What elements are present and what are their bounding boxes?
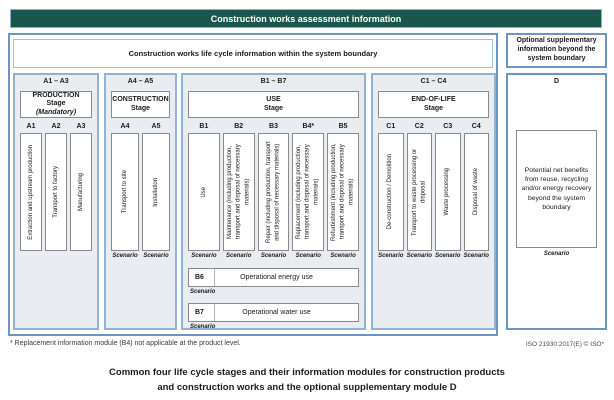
module-label: Disposal of waste <box>472 168 479 216</box>
module-label: Transport to waste processing or disposal <box>411 148 427 236</box>
module-boxes-row <box>188 133 359 251</box>
module-code: B2 <box>234 123 244 130</box>
module-code: C4 <box>471 123 481 130</box>
stage-group-end-of-life <box>371 73 496 330</box>
module-label: Transport to factory <box>52 166 59 218</box>
module-code: B3 <box>269 123 278 130</box>
module-code: A1 <box>26 123 36 130</box>
module-label: De-construction / Demolition <box>387 154 394 230</box>
scenario-label: Scenario <box>191 253 217 259</box>
module-code: B7 <box>189 304 215 321</box>
module-range-label: C1 – C4 <box>420 78 447 85</box>
figure-caption-line1: Common four life cycle stages and their information modules for construction products <box>109 367 505 378</box>
module-label: Maintenance (including production, transport and disposal of necessary materials) <box>226 144 251 240</box>
scenario-row <box>188 253 359 262</box>
module-label: Operational water use <box>242 309 311 316</box>
figure-caption-line2: and construction works and the optional supplementary module D <box>157 381 457 393</box>
module-boxes-row <box>111 133 170 251</box>
module-box-a1 <box>20 133 42 251</box>
module-label: Replacement (including production, transport and disposal of necessary materials) <box>296 144 320 240</box>
stage-group-production <box>13 73 99 330</box>
module-box-c3 <box>435 133 461 251</box>
stage-mandatory-note: (Mandatory) <box>35 108 77 116</box>
module-code: A4 <box>120 123 130 130</box>
module-code: C3 <box>443 123 453 130</box>
scenario-label: Scenario <box>190 289 216 295</box>
module-box-b3 <box>258 133 290 251</box>
scenario-label: Scenario <box>295 253 321 259</box>
module-label: Operational energy use <box>240 274 313 281</box>
module-range-label: A1 – A3 <box>43 78 69 85</box>
module-label: Refurbishment (including production, transport and disposal of necessary materials) <box>331 143 355 241</box>
scenario-row <box>378 253 489 262</box>
module-box-a3 <box>70 133 92 251</box>
module-box-a4 <box>111 133 139 251</box>
module-box-b7 <box>188 303 359 322</box>
module-code: A3 <box>76 123 86 130</box>
scenario-label: Scenario <box>143 253 169 259</box>
scenario-label: Scenario <box>543 251 570 257</box>
stage-name-line1: PRODUCTION <box>32 91 80 99</box>
module-box-a5 <box>142 133 170 251</box>
stage-name-box <box>20 91 92 118</box>
scenario-label: Scenario <box>226 253 252 259</box>
module-code: B5 <box>338 123 348 130</box>
stage-name-box <box>378 91 489 118</box>
stage-name-line1: USE <box>266 96 281 104</box>
stage-name-line2: Stage <box>263 104 284 112</box>
module-label: Use <box>200 186 207 198</box>
system-boundary-title: Construction works life cycle information within the system boundary <box>13 39 493 68</box>
module-range-label: B1 – B7 <box>260 78 287 85</box>
scenario-label: Scenario <box>190 324 216 330</box>
stage-name-line2: Stage <box>130 104 151 112</box>
module-codes-row <box>111 120 170 133</box>
iso-attribution: ISO 21930:2017(E) © ISO* <box>525 341 604 348</box>
scenario-label: Scenario <box>112 253 138 259</box>
module-label: Transport to site <box>121 170 128 214</box>
stage-group-module-d <box>506 73 607 330</box>
scenario-label: Scenario <box>260 253 287 259</box>
module-boxes-row <box>378 133 489 251</box>
stage-name-line1: END-OF-LIFE <box>411 96 456 104</box>
module-code: A2 <box>51 123 61 130</box>
module-codes-row <box>378 120 489 133</box>
stage-name-box <box>188 91 359 118</box>
module-range-label: D <box>553 78 560 85</box>
scenario-label: Scenario <box>378 253 404 259</box>
module-box-b5 <box>327 133 359 251</box>
scenario-row <box>111 253 170 262</box>
stage-group-construction <box>104 73 177 330</box>
module-label: Manufacturing <box>77 172 84 212</box>
module-box-c4 <box>464 133 490 251</box>
stage-name-line2: Stage <box>46 100 66 108</box>
module-codes-row <box>188 120 359 133</box>
scenario-label: Scenario <box>435 253 461 259</box>
module-box-b4 <box>292 133 324 251</box>
scenario-label: Scenario <box>330 253 356 259</box>
scenario-label: Scenario <box>463 253 489 259</box>
footnote-b4: * Replacement information module (B4) not applicable at the product level. <box>10 340 241 347</box>
stage-name-line2: Stage <box>423 104 444 112</box>
module-box-b2 <box>223 133 255 251</box>
stage-name-line1: CONSTRUCTION <box>112 96 169 104</box>
module-box-a2 <box>45 133 67 251</box>
module-code: B1 <box>199 123 209 130</box>
module-code: C1 <box>386 123 396 130</box>
optional-supplementary-title: Optional supplementary information beyond the system boundary <box>506 33 607 68</box>
stage-group-use <box>181 73 366 330</box>
module-box-b6 <box>188 268 359 287</box>
figure-caption <box>0 366 614 395</box>
stage-name-box <box>111 91 170 118</box>
module-box-c1 <box>378 133 404 251</box>
module-code: A5 <box>151 123 161 130</box>
module-codes-row <box>20 120 92 133</box>
module-boxes-row <box>20 133 92 251</box>
scenario-label: Scenario <box>406 253 432 259</box>
module-label: Potential net benefits from reuse, recycling and/or energy recovery beyond the system boundary <box>521 167 592 211</box>
assessment-info-header: Construction works assessment information <box>10 9 602 28</box>
module-box-c2 <box>407 133 433 251</box>
module-code: B6 <box>189 269 215 286</box>
module-code: C2 <box>414 123 424 130</box>
module-label: Repair (including production, transport and disposal of necessary materials) <box>265 141 281 243</box>
module-label: Extraction and upstream production <box>27 144 34 240</box>
module-label: Waste processing <box>444 168 451 216</box>
module-box-b1 <box>188 133 220 251</box>
module-code: B4* <box>302 123 315 130</box>
module-label: Installation <box>152 177 159 207</box>
module-range-label: A4 – A5 <box>127 78 154 85</box>
module-box-d <box>516 130 597 248</box>
